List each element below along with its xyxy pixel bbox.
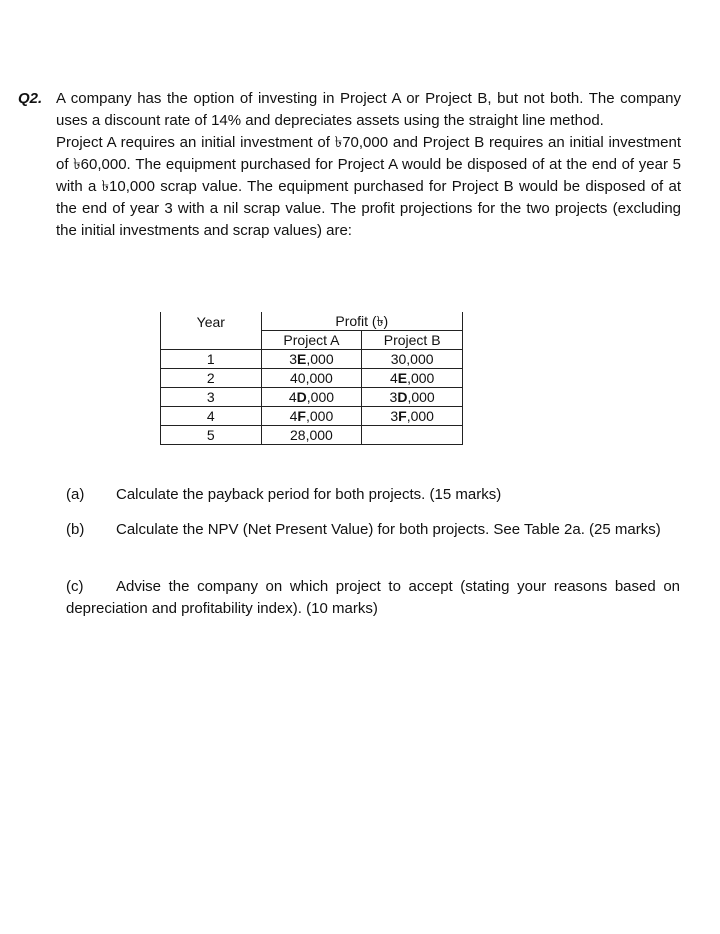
year-cell: 5	[161, 426, 262, 445]
year-cell: 2	[161, 369, 262, 388]
cell-text: 30,000	[390, 351, 434, 367]
cell-missing-digit: D	[296, 389, 307, 405]
part-b-text: Calculate the NPV (Net Present Value) for both projects. See Table 2a. (25 marks)	[116, 521, 661, 538]
table-row	[161, 350, 463, 369]
project-a-cell	[261, 369, 362, 388]
profit-header: Profit (৳)	[261, 312, 462, 331]
project-b-cell	[362, 369, 463, 388]
table-row	[161, 426, 463, 445]
cell-text: ,000	[407, 370, 435, 386]
project-b-cell	[362, 407, 463, 426]
cell-text: 28,000	[290, 427, 333, 443]
cell-text: 3	[389, 389, 398, 405]
project-b-header: Project B	[362, 331, 463, 350]
table-row	[161, 369, 463, 388]
cell-missing-digit: F	[398, 408, 407, 424]
year-cell: 1	[161, 350, 262, 369]
part-c-tag: (c)	[66, 578, 84, 595]
question-paragraph-1: A company has the option of investing in Project A or Project B, but not both. The company uses a discount rate of 14% and depreciates assets using the straight line method.	[56, 90, 681, 129]
project-a-cell	[261, 350, 362, 369]
project-a-header: Project A	[261, 331, 362, 350]
part-a-tag: (a)	[66, 486, 85, 503]
part-b-tag: (b)	[66, 521, 85, 538]
cell-missing-digit: E	[297, 351, 307, 367]
cell-text: 4	[289, 408, 298, 424]
project-b-cell	[362, 426, 463, 445]
part-c-text: Advise the company on which project to accept (stating your reasons based on depreciation and profitability index). (10 marks)	[66, 578, 680, 617]
cell-missing-digit: F	[297, 408, 306, 424]
cell-text: ,000	[407, 389, 435, 405]
cell-text: ,000	[306, 389, 335, 405]
cell-missing-digit: D	[397, 389, 408, 405]
table-row	[161, 388, 463, 407]
cell-text: 3	[390, 408, 399, 424]
part-a	[66, 484, 680, 506]
question-label: Q2.	[18, 90, 43, 107]
cell-text: ,000	[406, 408, 434, 424]
project-b-cell	[362, 350, 463, 369]
question-paragraph-2: Project A requires an initial investment of ৳70,000 and Project B requires an initial investment of ৳60,000. The equipment purchased for Project A would be disposed of at the end of year 5 with a ৳10,000 scrap value. The equipment purchased for Project B would be disposed of at the end of year 3 with a nil scrap value. The profit projections for the two projects (excluding the initial investments and scrap values) are:	[56, 134, 681, 239]
year-cell: 3	[161, 388, 262, 407]
project-b-cell	[362, 388, 463, 407]
part-c	[66, 576, 680, 620]
question-body	[56, 88, 681, 242]
table-row	[161, 407, 463, 426]
part-a-text: Calculate the payback period for both projects. (15 marks)	[116, 486, 502, 503]
year-header: Year	[161, 312, 262, 350]
cell-missing-digit: E	[397, 370, 408, 386]
cell-text: ,000	[306, 351, 334, 367]
cell-text: 3	[289, 351, 298, 367]
project-a-cell	[261, 426, 362, 445]
profit-table	[160, 312, 463, 445]
part-b	[66, 519, 680, 541]
table-body	[161, 350, 463, 445]
project-a-cell	[261, 407, 362, 426]
cell-text: 40,000	[290, 370, 333, 386]
project-a-cell	[261, 388, 362, 407]
cell-text: 4	[389, 370, 398, 386]
cell-text: 4	[288, 389, 297, 405]
year-cell: 4	[161, 407, 262, 426]
cell-text: ,000	[305, 408, 334, 424]
table-header-row	[161, 312, 463, 331]
